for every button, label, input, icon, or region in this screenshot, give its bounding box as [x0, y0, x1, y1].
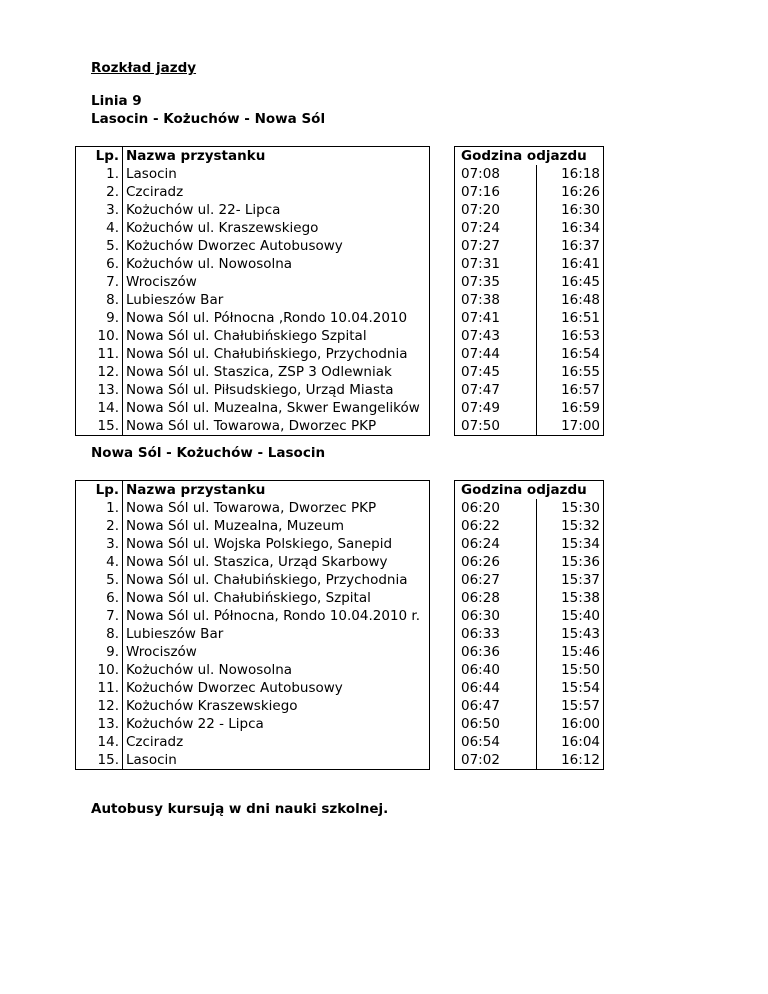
- stop-name: Nowa Sól ul. Chałubińskiego, Szpital: [123, 589, 430, 607]
- departure-morning: 07:44: [455, 345, 537, 363]
- table-row: [76, 679, 604, 697]
- table-row: [76, 535, 604, 553]
- departure-morning: 07:41: [455, 309, 537, 327]
- stop-number: 12.: [76, 697, 123, 715]
- departure-afternoon: 15:38: [537, 589, 604, 607]
- table-row: [76, 417, 604, 436]
- departure-afternoon: 16:59: [537, 399, 604, 417]
- stop-number: 8.: [76, 291, 123, 309]
- column-gap: [430, 327, 455, 345]
- stop-number: 10.: [76, 661, 123, 679]
- stop-name: Wrociszów: [123, 273, 430, 291]
- departure-afternoon: 15:50: [537, 661, 604, 679]
- table-row: [76, 363, 604, 381]
- stop-name: Nowa Sól ul. Staszica, ZSP 3 Odlewniak: [123, 363, 430, 381]
- stop-name: Nowa Sól ul. Chałubińskiego, Przychodnia: [123, 345, 430, 363]
- table-row: [76, 715, 604, 733]
- stop-number: 8.: [76, 625, 123, 643]
- departure-afternoon: 16:30: [537, 201, 604, 219]
- stop-number: 3.: [76, 535, 123, 553]
- departure-afternoon: 17:00: [537, 417, 604, 436]
- departure-morning: 07:31: [455, 255, 537, 273]
- column-gap: [430, 363, 455, 381]
- stop-name: Lubieszów Bar: [123, 625, 430, 643]
- departure-morning: 06:20: [455, 499, 537, 517]
- timetable-outbound: [75, 146, 604, 436]
- departure-afternoon: 15:34: [537, 535, 604, 553]
- stop-number: 13.: [76, 381, 123, 399]
- table-row: [76, 381, 604, 399]
- column-gap: [430, 183, 455, 201]
- stop-number: 3.: [76, 201, 123, 219]
- stop-name: Nowa Sól ul. Towarowa, Dworzec PKP: [123, 417, 430, 436]
- column-gap: [430, 165, 455, 183]
- departure-morning: 06:26: [455, 553, 537, 571]
- departure-afternoon: 15:32: [537, 517, 604, 535]
- departure-afternoon: 15:37: [537, 571, 604, 589]
- table-row: [76, 309, 604, 327]
- departure-afternoon: 15:40: [537, 607, 604, 625]
- departure-afternoon: 16:04: [537, 733, 604, 751]
- column-gap: [430, 309, 455, 327]
- stop-name: Kożuchów Dworzec Autobusowy: [123, 679, 430, 697]
- stop-number: 11.: [76, 345, 123, 363]
- column-gap: [430, 751, 455, 770]
- route-heading-outbound: Lasocin - Kożuchów - Nowa Sól: [91, 111, 326, 127]
- departure-afternoon: 16:54: [537, 345, 604, 363]
- table-row: [76, 697, 604, 715]
- stop-number: 6.: [76, 255, 123, 273]
- header-lp: Lp.: [76, 481, 123, 500]
- table-row: [76, 399, 604, 417]
- table-row: [76, 237, 604, 255]
- stop-number: 9.: [76, 643, 123, 661]
- departure-morning: 07:02: [455, 751, 537, 770]
- column-gap: [430, 237, 455, 255]
- column-gap: [430, 219, 455, 237]
- departure-afternoon: 15:30: [537, 499, 604, 517]
- column-gap: [430, 679, 455, 697]
- stop-name: Nowa Sól ul. Północna ,Rondo 10.04.2010: [123, 309, 430, 327]
- stop-number: 1.: [76, 165, 123, 183]
- departure-morning: 06:40: [455, 661, 537, 679]
- page-title: Rozkład jazdy: [91, 60, 197, 76]
- stop-number: 9.: [76, 309, 123, 327]
- stop-name: Czciradz: [123, 183, 430, 201]
- column-gap: [430, 291, 455, 309]
- table-row: [76, 165, 604, 183]
- stop-name: Nowa Sól ul. Muzealna, Muzeum: [123, 517, 430, 535]
- stop-number: 11.: [76, 679, 123, 697]
- departure-morning: 06:33: [455, 625, 537, 643]
- departure-afternoon: 16:53: [537, 327, 604, 345]
- departure-morning: 07:16: [455, 183, 537, 201]
- departure-morning: 07:27: [455, 237, 537, 255]
- stop-name: Kożuchów ul. 22- Lipca: [123, 201, 430, 219]
- stop-number: 13.: [76, 715, 123, 733]
- stop-name: Kożuchów 22 - Lipca: [123, 715, 430, 733]
- table-row: [76, 327, 604, 345]
- departure-morning: 07:43: [455, 327, 537, 345]
- column-gap: [430, 381, 455, 399]
- stop-name: Nowa Sól ul. Chałubińskiego, Przychodnia: [123, 571, 430, 589]
- stop-name: Wrociszów: [123, 643, 430, 661]
- stop-name: Kożuchów Kraszewskiego: [123, 697, 430, 715]
- header-departure-time: Godzina odjazdu: [455, 147, 604, 166]
- stop-number: 10.: [76, 327, 123, 345]
- column-gap: [430, 345, 455, 363]
- departure-afternoon: 16:37: [537, 237, 604, 255]
- stop-name: Lasocin: [123, 165, 430, 183]
- stop-number: 6.: [76, 589, 123, 607]
- footer-note: Autobusy kursują w dni nauki szkolnej.: [91, 801, 389, 817]
- stop-number: 4.: [76, 219, 123, 237]
- header-stop-name: Nazwa przystanku: [123, 481, 430, 500]
- column-gap: [430, 643, 455, 661]
- stop-number: 2.: [76, 183, 123, 201]
- departure-afternoon: 16:34: [537, 219, 604, 237]
- table-row: [76, 625, 604, 643]
- column-gap: [430, 255, 455, 273]
- stop-name: Lasocin: [123, 751, 430, 770]
- departure-morning: 06:30: [455, 607, 537, 625]
- header-stop-name: Nazwa przystanku: [123, 147, 430, 166]
- departure-morning: 07:49: [455, 399, 537, 417]
- stop-number: 5.: [76, 571, 123, 589]
- departure-afternoon: 16:48: [537, 291, 604, 309]
- departure-morning: 07:08: [455, 165, 537, 183]
- departure-afternoon: 16:45: [537, 273, 604, 291]
- stop-name: Nowa Sól ul. Piłsudskiego, Urząd Miasta: [123, 381, 430, 399]
- departure-morning: 07:50: [455, 417, 537, 436]
- departure-afternoon: 16:51: [537, 309, 604, 327]
- stop-name: Kożuchów ul. Kraszewskiego: [123, 219, 430, 237]
- departure-morning: 06:22: [455, 517, 537, 535]
- stop-number: 4.: [76, 553, 123, 571]
- stop-number: 7.: [76, 607, 123, 625]
- table-row: [76, 183, 604, 201]
- table-row: [76, 751, 604, 770]
- departure-afternoon: 16:26: [537, 183, 604, 201]
- table-row: [76, 273, 604, 291]
- table-row: [76, 643, 604, 661]
- timetable-return: [75, 480, 604, 770]
- stop-name: Nowa Sól ul. Wojska Polskiego, Sanepid: [123, 535, 430, 553]
- departure-afternoon: 16:18: [537, 165, 604, 183]
- stop-name: Lubieszów Bar: [123, 291, 430, 309]
- departure-afternoon: 16:41: [537, 255, 604, 273]
- stop-name: Nowa Sól ul. Północna, Rondo 10.04.2010 r.: [123, 607, 430, 625]
- stop-name: Kożuchów Dworzec Autobusowy: [123, 237, 430, 255]
- departure-morning: 07:20: [455, 201, 537, 219]
- column-gap: [430, 535, 455, 553]
- stop-number: 5.: [76, 237, 123, 255]
- table-row: [76, 589, 604, 607]
- column-gap: [430, 273, 455, 291]
- table-row: [76, 219, 604, 237]
- table-row: [76, 255, 604, 273]
- departure-morning: 06:24: [455, 535, 537, 553]
- stop-name: Nowa Sól ul. Towarowa, Dworzec PKP: [123, 499, 430, 517]
- table-row: [76, 291, 604, 309]
- departure-morning: 07:47: [455, 381, 537, 399]
- departure-afternoon: 15:57: [537, 697, 604, 715]
- route-heading-return: Nowa Sól - Kożuchów - Lasocin: [91, 445, 326, 461]
- table-row: [76, 607, 604, 625]
- departure-morning: 07:38: [455, 291, 537, 309]
- departure-afternoon: 16:55: [537, 363, 604, 381]
- stop-number: 2.: [76, 517, 123, 535]
- departure-morning: 06:44: [455, 679, 537, 697]
- column-gap: [430, 499, 455, 517]
- line-number: Linia 9: [91, 93, 142, 109]
- table-row: [76, 733, 604, 751]
- departure-afternoon: 16:57: [537, 381, 604, 399]
- stop-name: Nowa Sól ul. Staszica, Urząd Skarbowy: [123, 553, 430, 571]
- column-gap: [430, 607, 455, 625]
- table-row: [76, 201, 604, 219]
- stop-number: 7.: [76, 273, 123, 291]
- stop-name: Kożuchów ul. Nowosolna: [123, 661, 430, 679]
- header-departure-time: Godzina odjazdu: [455, 481, 604, 500]
- departure-afternoon: 16:12: [537, 751, 604, 770]
- departure-afternoon: 15:54: [537, 679, 604, 697]
- column-gap: [430, 589, 455, 607]
- column-gap: [430, 661, 455, 679]
- stop-number: 14.: [76, 733, 123, 751]
- column-gap: [430, 517, 455, 535]
- column-gap: [430, 733, 455, 751]
- table-row: [76, 661, 604, 679]
- stop-number: 1.: [76, 499, 123, 517]
- departure-afternoon: 15:46: [537, 643, 604, 661]
- departure-morning: 07:35: [455, 273, 537, 291]
- stop-number: 15.: [76, 417, 123, 436]
- departure-morning: 06:50: [455, 715, 537, 733]
- stop-number: 15.: [76, 751, 123, 770]
- departure-morning: 06:36: [455, 643, 537, 661]
- stop-name: Kożuchów ul. Nowosolna: [123, 255, 430, 273]
- stop-name: Nowa Sól ul. Chałubińskiego Szpital: [123, 327, 430, 345]
- column-gap: [430, 201, 455, 219]
- stop-name: Czciradz: [123, 733, 430, 751]
- column-gap: [430, 715, 455, 733]
- stop-number: 14.: [76, 399, 123, 417]
- departure-morning: 07:45: [455, 363, 537, 381]
- stop-name: Nowa Sól ul. Muzealna, Skwer Ewangelików: [123, 399, 430, 417]
- departure-morning: 06:54: [455, 733, 537, 751]
- stop-number: 12.: [76, 363, 123, 381]
- table-row: [76, 345, 604, 363]
- departure-morning: 06:27: [455, 571, 537, 589]
- departure-morning: 07:24: [455, 219, 537, 237]
- column-gap: [430, 417, 455, 436]
- column-gap: [430, 571, 455, 589]
- departure-afternoon: 16:00: [537, 715, 604, 733]
- table-row: [76, 517, 604, 535]
- column-gap: [430, 553, 455, 571]
- header-lp: Lp.: [76, 147, 123, 166]
- column-gap: [430, 697, 455, 715]
- column-gap: [430, 399, 455, 417]
- table-row: [76, 571, 604, 589]
- table-row: [76, 553, 604, 571]
- table-row: [76, 499, 604, 517]
- column-gap: [430, 625, 455, 643]
- departure-morning: 06:47: [455, 697, 537, 715]
- departure-afternoon: 15:43: [537, 625, 604, 643]
- departure-afternoon: 15:36: [537, 553, 604, 571]
- departure-morning: 06:28: [455, 589, 537, 607]
